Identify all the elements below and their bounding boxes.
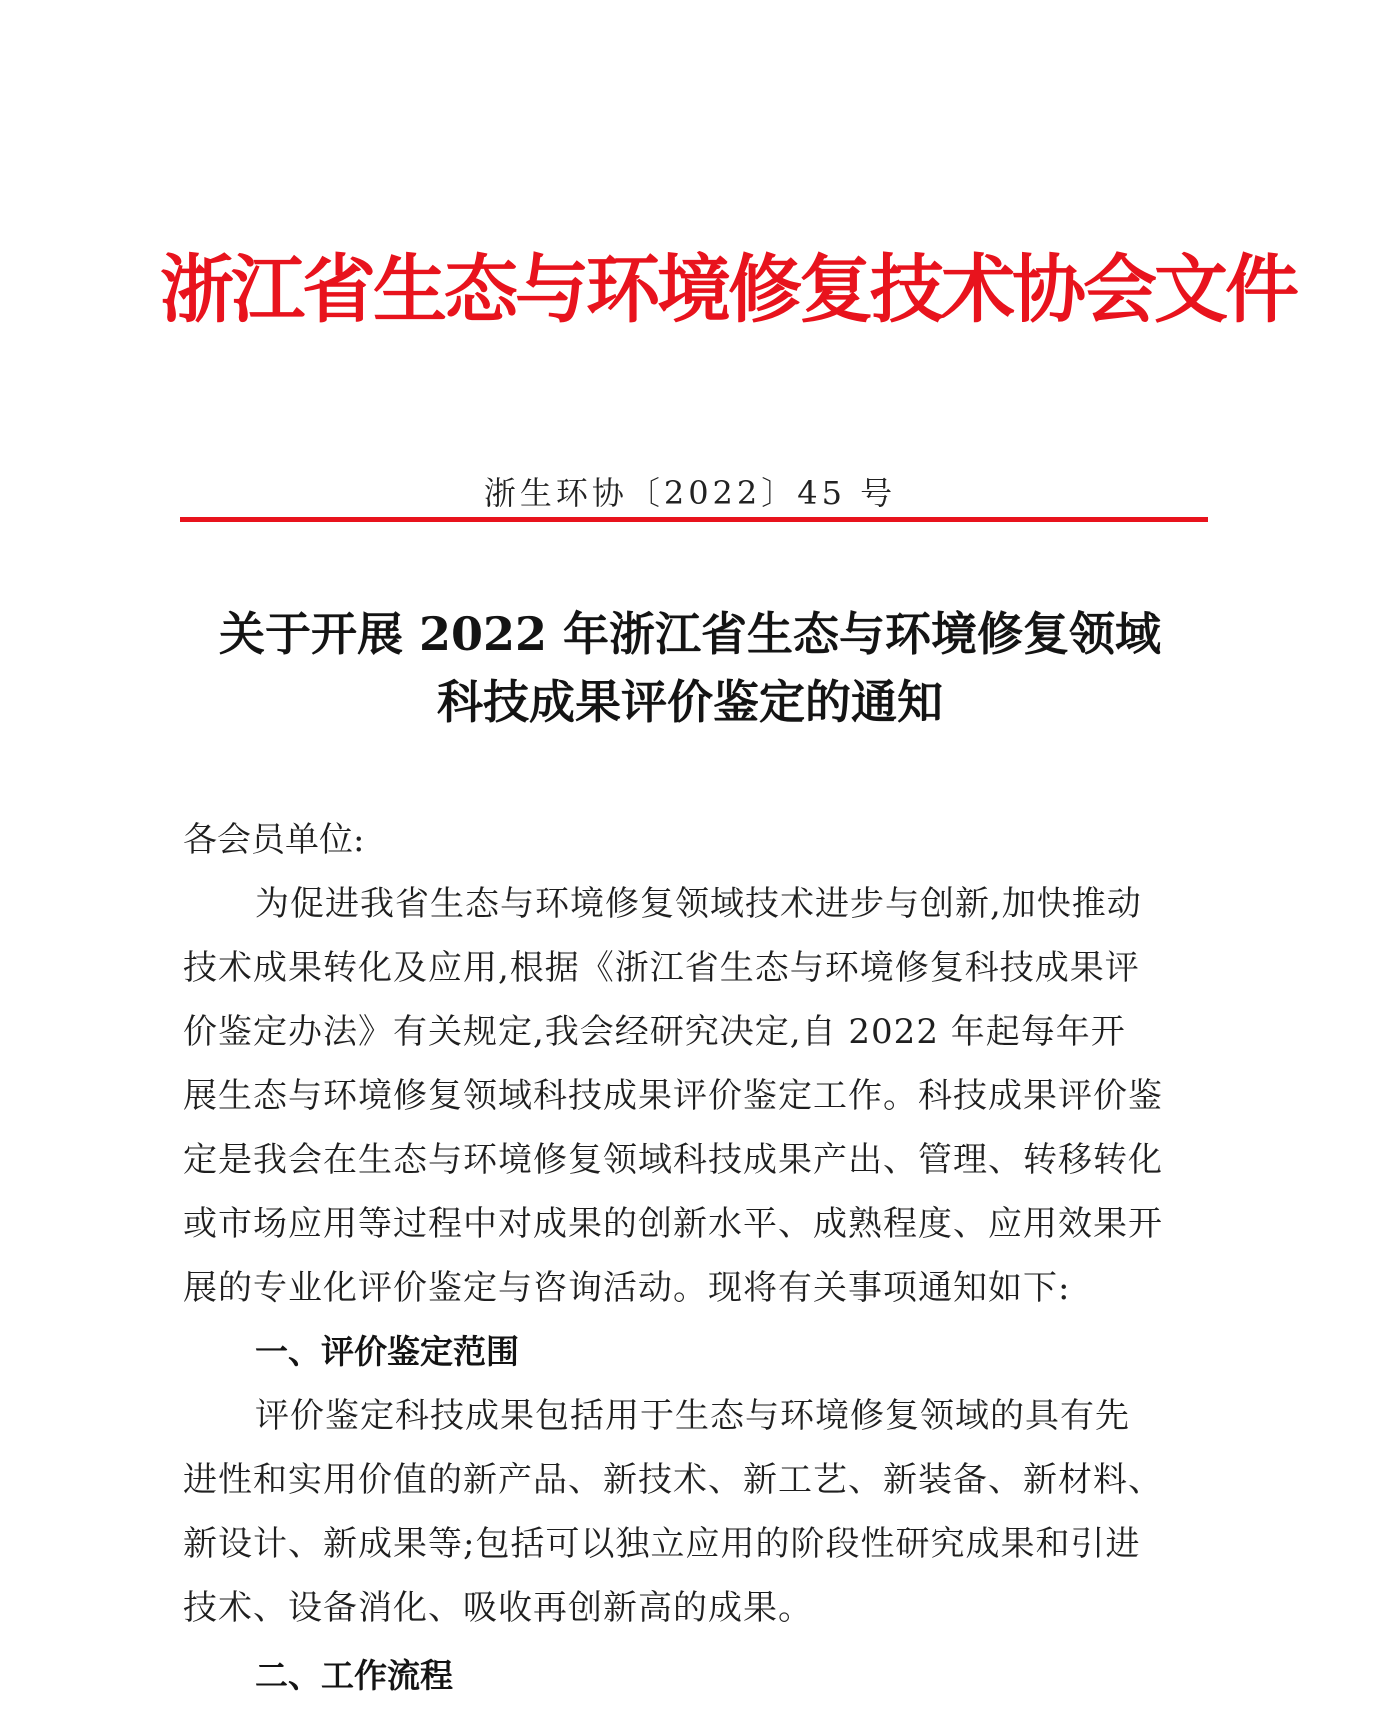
paragraph-line: 或市场应用等过程中对成果的创新水平、成熟程度、应用效果开 xyxy=(183,1204,1163,1244)
org-document-header: 浙江省生态与环境修复技术协会文件 xyxy=(160,247,1296,333)
paragraph-1 xyxy=(183,872,1213,1320)
header-divider-line xyxy=(180,517,1208,522)
paragraph-line: 评价鉴定科技成果包括用于生态与环境修复领域的具有先 xyxy=(255,1396,1130,1436)
section-heading-2: 二、工作流程 xyxy=(255,1656,453,1695)
paragraph-line: 进性和实用价值的新产品、新技术、新工艺、新装备、新材料、 xyxy=(183,1460,1163,1500)
document-title xyxy=(160,600,1220,736)
title-line-1: 关于开展 2022 年浙江省生态与环境修复领域 xyxy=(218,607,1162,661)
paragraph-line: 定是我会在生态与环境修复领域科技成果产出、管理、转移转化 xyxy=(183,1140,1163,1180)
paragraph-line: 为促进我省生态与环境修复领域技术进步与创新,加快推动 xyxy=(255,884,1142,924)
paragraph-line: 展的专业化评价鉴定与咨询活动。现将有关事项通知如下: xyxy=(183,1268,1071,1308)
paragraph-line: 技术成果转化及应用,根据《浙江省生态与环境修复科技成果评 xyxy=(183,948,1140,988)
paragraph-line: 展生态与环境修复领域科技成果评价鉴定工作。科技成果评价鉴 xyxy=(183,1076,1163,1116)
paragraph-line: 新设计、新成果等;包括可以独立应用的阶段性研究成果和引进 xyxy=(183,1524,1141,1564)
document-number: 浙生环协〔2022〕45 号 xyxy=(483,474,897,512)
salutation: 各会员单位: xyxy=(183,820,365,860)
document-body xyxy=(183,808,1213,1708)
paragraph-line: 价鉴定办法》有关规定,我会经研究决定,自 2022 年起每年开 xyxy=(183,1012,1126,1052)
section-heading-1: 一、评价鉴定范围 xyxy=(255,1332,519,1371)
title-line-2: 科技成果评价鉴定的通知 xyxy=(437,675,943,729)
paragraph-2 xyxy=(183,1384,1213,1640)
paragraph-line: 技术、设备消化、吸收再创新高的成果。 xyxy=(183,1588,813,1628)
